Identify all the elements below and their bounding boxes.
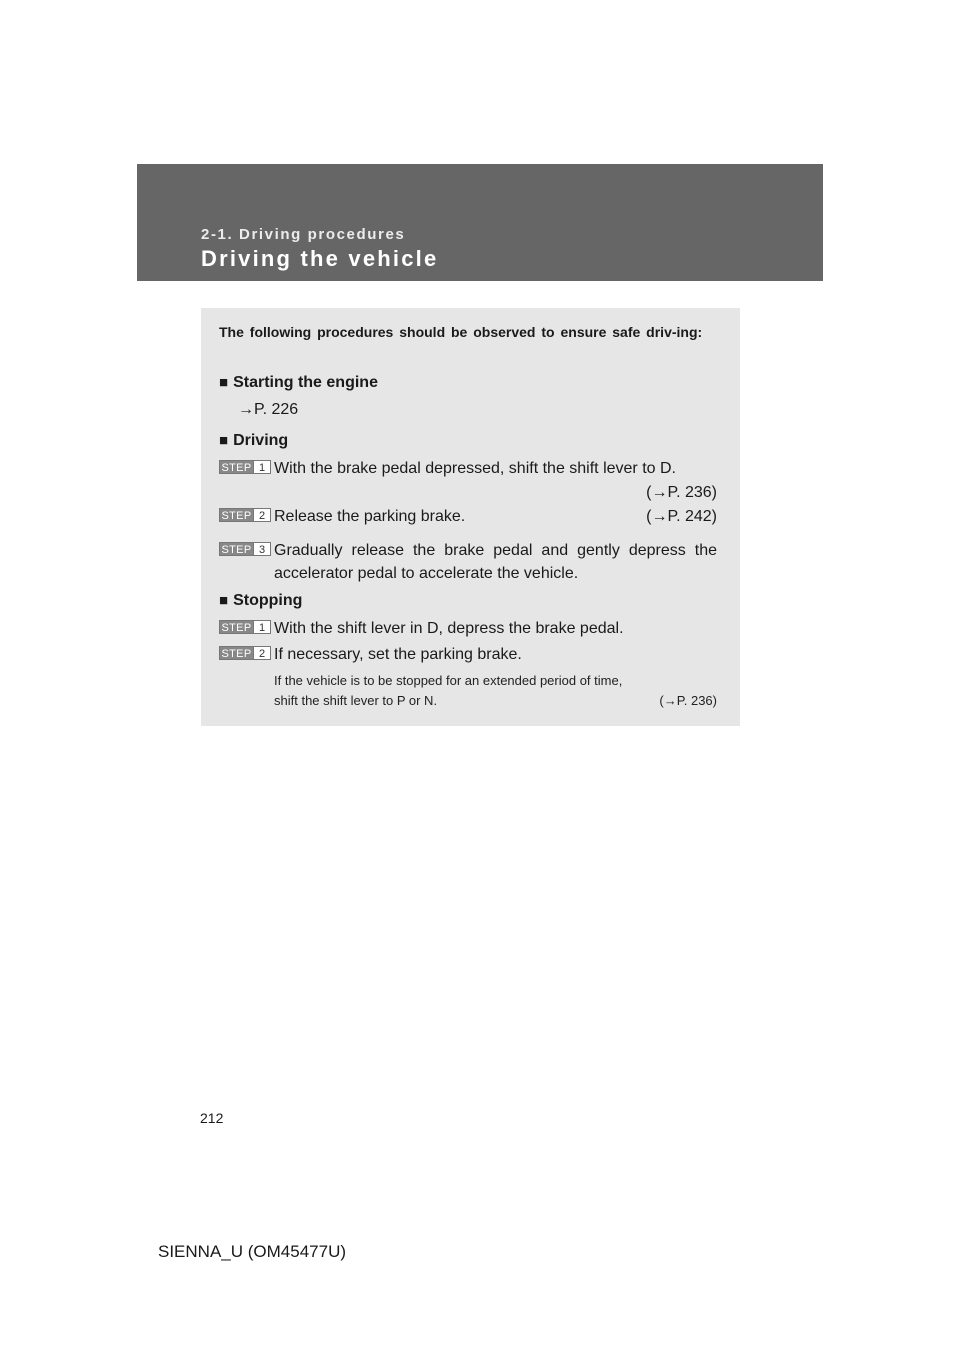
document-code: SIENNA_U (OM45477U): [158, 1242, 347, 1261]
driving-step-3: [219, 539, 717, 585]
step-text: With the brake pedal depressed, shift the shift lever to D.: [274, 460, 676, 477]
note-page-ref: (→P. 236): [659, 693, 717, 708]
step-text: Release the parking brake.: [274, 508, 466, 525]
page-number: 212: [200, 1110, 224, 1126]
square-bullet-icon: ■: [219, 374, 229, 391]
stopping-heading: [219, 592, 302, 610]
step-badge: STEP 2: [219, 508, 271, 522]
step-text: With the shift lever in D, depress the brake pedal.: [274, 620, 624, 637]
step-page-ref: (→P. 242): [646, 508, 717, 525]
chapter-header-band: [137, 164, 823, 281]
stopping-step-1: [219, 617, 717, 640]
page-title: Driving the vehicle: [201, 246, 439, 271]
driving-heading-label: Driving: [233, 432, 289, 449]
step-badge: STEP 1: [219, 460, 271, 474]
step-text: If necessary, set the parking brake.: [274, 646, 522, 663]
step-page-ref: (→P. 236): [646, 484, 717, 501]
starting-heading: [219, 374, 378, 392]
driving-heading: [219, 432, 288, 450]
note-text: If the vehicle is to be stopped for an extended period of time, shift the shift lever to P or N.: [274, 673, 623, 708]
starting-heading-label: Starting the engine: [233, 374, 378, 391]
driving-step-1: [219, 457, 717, 503]
starting-page-ref: →P. 226: [238, 401, 299, 418]
stopping-heading-label: Stopping: [233, 592, 303, 609]
stopping-note: [274, 671, 717, 711]
square-bullet-icon: ■: [219, 432, 229, 449]
driving-step-2: [219, 505, 717, 528]
step-badge: STEP 2: [219, 646, 271, 660]
procedure-box: [201, 308, 740, 726]
intro-text: The following procedures should be observed to ensure safe driv-ing:: [219, 324, 703, 340]
step-badge: STEP 3: [219, 542, 271, 556]
stopping-step-2: [219, 643, 717, 666]
section-label: 2-1. Driving procedures: [201, 226, 406, 243]
step-badge: STEP 1: [219, 620, 271, 634]
step-text: Gradually release the brake pedal and gently depress the accelerator pedal to accelerate the vehicle.: [274, 542, 717, 582]
square-bullet-icon: ■: [219, 592, 229, 609]
